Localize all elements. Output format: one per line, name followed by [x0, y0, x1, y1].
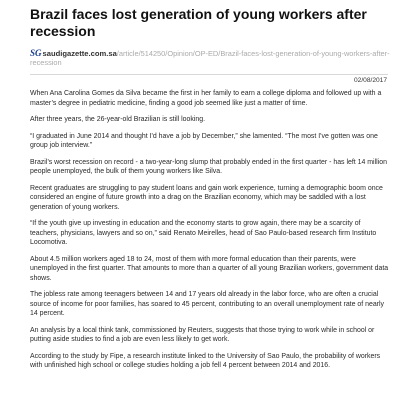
paragraph: “I graduated in June 2014 and thought I'd have a job by December,” she lamented. “The most I've gotten was one group job interview.” [30, 132, 378, 149]
source-line [30, 49, 390, 67]
article-body [30, 89, 390, 378]
paragraph: Brazil’s worst recession on record - a two-year-long slump that probably ended in the first quarter - has left 14 million people unemployed, the bulk of them young workers like Silva. [30, 158, 387, 175]
paragraph: After three years, the 26-year-old Brazilian is still looking. [30, 116, 206, 123]
paragraph: According to the study by Fipe, a research institute linked to the University of Sao Paulo, the probability of workers with unfinished high school or college studies holding a job fell 4 percent between 2014 and 2016. [30, 352, 381, 369]
paragraph: “If the youth give up investing in education and the economy starts to grow again, there may be a scarcity of teachers, physicians, lawyers and so on,” said Renato Meirelles, head of Sao Paulo-based research firm Instituto Locomotiva. [30, 220, 377, 246]
article-title: Brazil faces lost generation of young workers after recession [30, 6, 367, 39]
paragraph: About 4.5 million workers aged 18 to 24, most of them with more formal education than their parents, were unemployed in the first quarter. That amounts to more than a quarter of all young Brazilian workers, government data shows. [30, 255, 389, 282]
paragraph: When Ana Carolina Gomes da Silva became the first in her family to earn a college diploma and followed up with a master’s degree in pediatric medicine, finding a good job seemed like just a matter of time. [30, 90, 382, 107]
source-url-path[interactable]: /article/514250/Opinion/OP-ED/Brazil-faces-lost-generation-of-young-workers-after-recession [30, 49, 390, 67]
article-date: 02/08/2017 [353, 77, 387, 84]
saudi-gazette-logo-icon: SG [30, 48, 42, 58]
header-divider [30, 74, 388, 75]
paragraph: An analysis by a local think tank, commissioned by Reuters, suggests that those trying to work while in school or putting aside studies to find a job are even less likely to get work. [30, 326, 375, 343]
paragraph: The jobless rate among teenagers between 14 and 17 years old already in the labor force, who are often a crucial source of income for poor families, has soared to 45 percent, contributing to an overall unemployment rate of nearly 14 percent. [30, 291, 385, 317]
paragraph: Recent graduates are struggling to pay student loans and gain work experience, turning a demographic boom once considered an engine of future growth into a drag on the Brazilian economy, which may be saddled with a lost generation of young workers. [30, 184, 383, 211]
source-domain[interactable]: saudigazette.com.sa [42, 49, 117, 58]
